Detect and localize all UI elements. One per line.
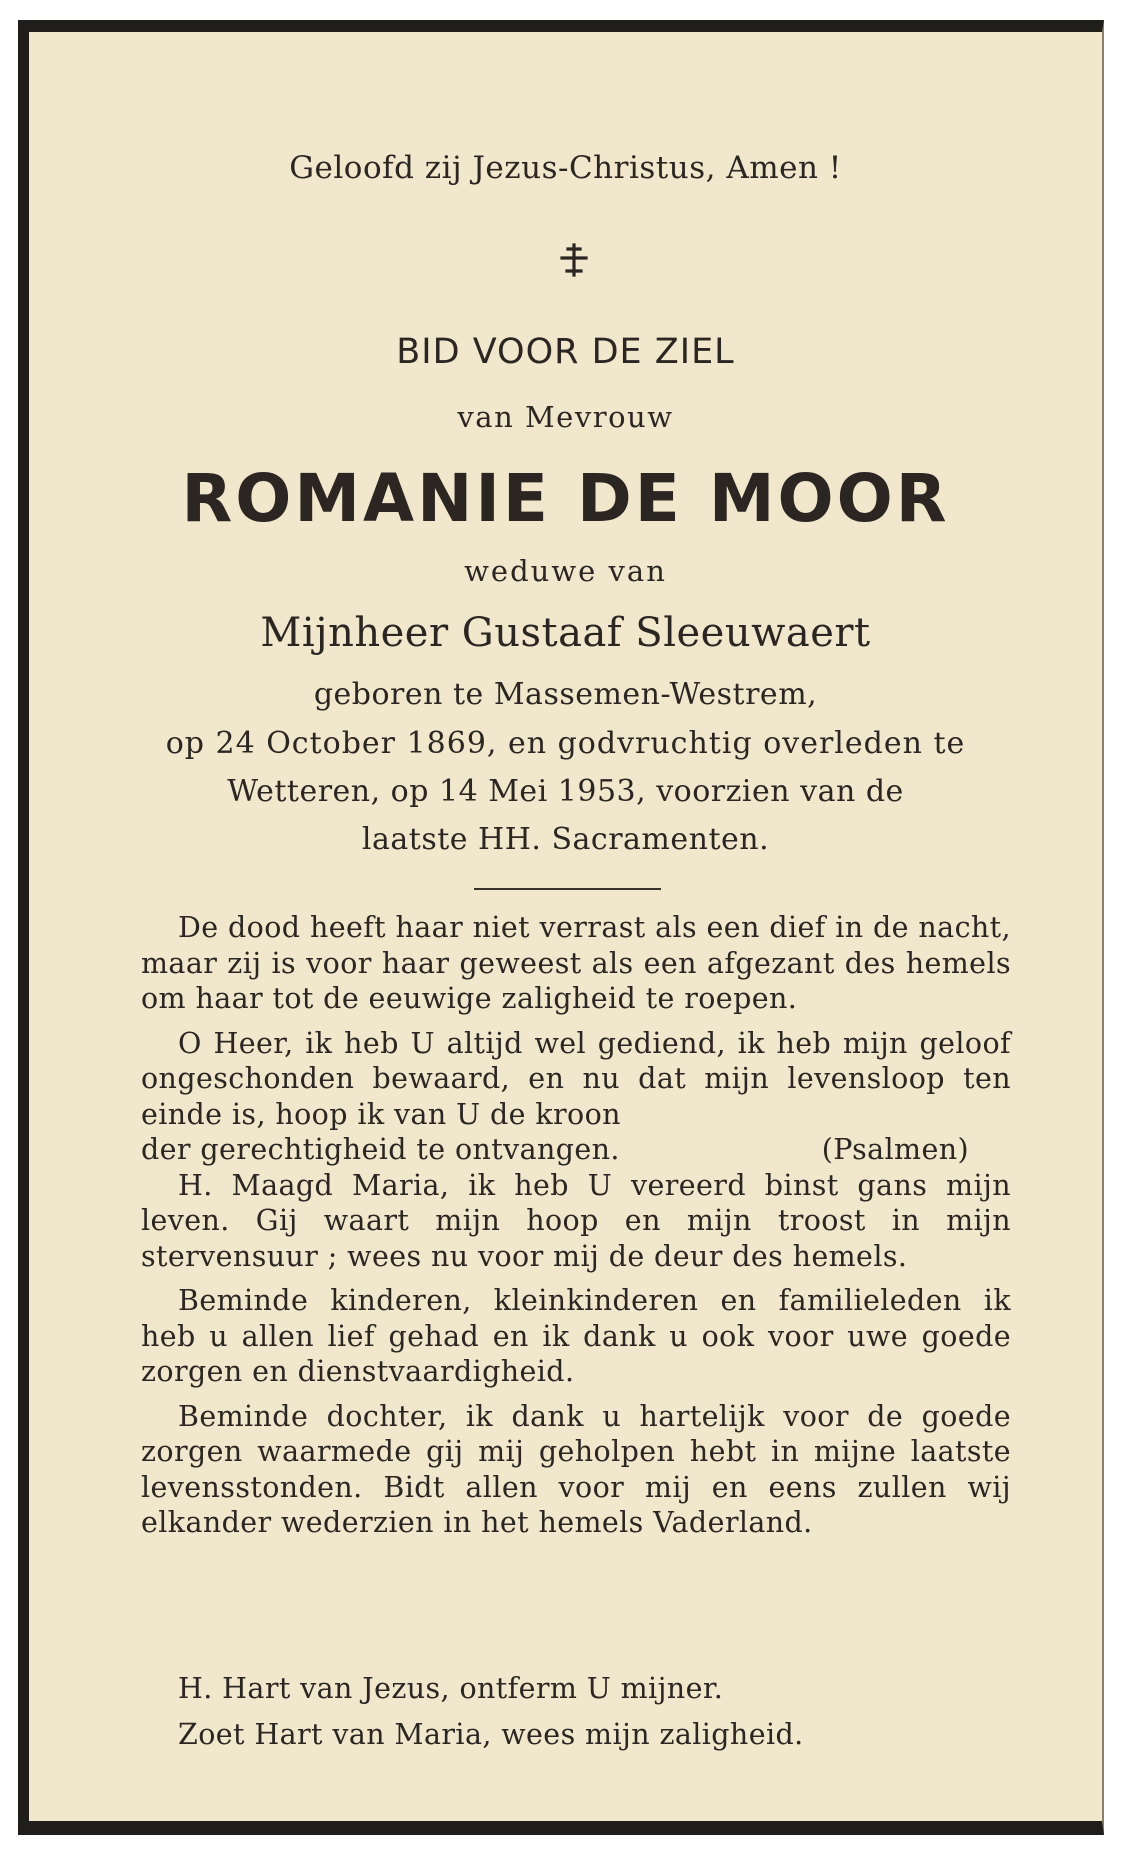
husband-name: Mijnheer Gustaaf Sleeuwaert [260, 610, 871, 656]
prayer-line: der gerechtigheid te ontvangen. [141, 1133, 620, 1166]
psalm-reference: (Psalmen) [821, 1133, 969, 1166]
divider [474, 888, 661, 890]
title-prefix: van Mevrouw [457, 400, 674, 434]
closing-line: H. Hart van Jezus, ontferm U mijner. [178, 1672, 724, 1705]
prayer-paragraph: Beminde kinderen, kleinkinderen en familieleden ik heb u allen lief gehad en ik dank u ook voor uwe goede zorgen en dienstvaardigheid. [141, 1284, 1011, 1388]
pray-heading: BID VOOR DE ZIEL [396, 332, 735, 372]
prayer-text [141, 910, 1011, 1550]
psalm-line [141, 1132, 1011, 1168]
opening-line: Geloofd zij Jezus-Christus, Amen ! [289, 150, 842, 186]
bio-line: laatste HH. Sacramenten. [361, 822, 770, 857]
memorial-card [18, 20, 1104, 1835]
prayer-paragraph: H. Maagd Maria, ik heb U vereerd binst gans mijn leven. Gij waart mijn hoop en mijn troost in mijn stervensuur ; wees nu voor mij de deur des hemels. [141, 1168, 1011, 1273]
relation-label: weduwe van [464, 554, 667, 588]
cross-icon [556, 242, 592, 278]
prayer-paragraph: O Heer, ik heb U altijd wel gediend, ik heb mijn geloof ongeschonden bewaard, en nu dat mijn levensloop ten einde is, hoop ik van U de kroon [141, 1026, 1011, 1131]
deceased-name: ROMANIE DE MOOR [181, 460, 950, 537]
prayer-paragraph: De dood heeft haar niet verrast als een dief in de nacht, maar zij is voor haar geweest als een afgezant des hemels om haar tot de eeuwige zaligheid te roepen. [141, 911, 1011, 1015]
closing-line: Zoet Hart van Maria, wees mijn zaligheid. [178, 1718, 804, 1751]
bio-line: Wetteren, op 14 Mei 1953, voorzien van de [227, 774, 904, 809]
prayer-paragraph: Beminde dochter, ik dank u hartelijk voor de goede zorgen waarmede gij mij geholpen hebt in mijne laatste levensstonden. Bidt allen voor mij en eens zullen wij elkander wederzien in het hemels Vaderland. [141, 1399, 1011, 1539]
bio-line: geboren te Massemen-Westrem, [313, 677, 818, 712]
bio-line: op 24 October 1869, en godvruchtig overleden te [165, 726, 966, 761]
